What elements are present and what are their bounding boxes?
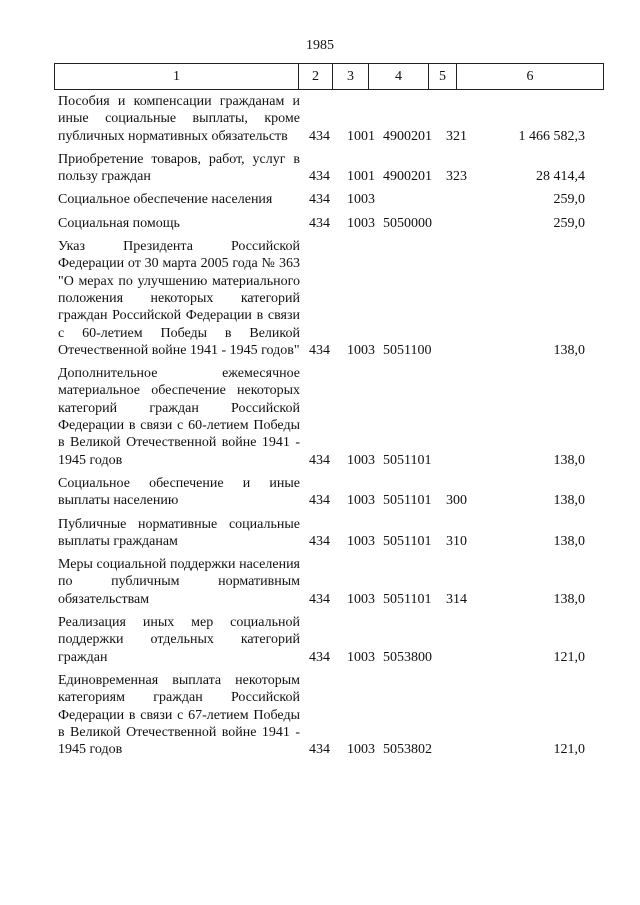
row-section-code: 1001: [347, 128, 375, 144]
row-amount: 121,0: [553, 742, 585, 758]
table-row: [0, 191, 640, 208]
row-target-code: 4900201: [383, 169, 432, 185]
row-target-code: 5050000: [383, 215, 432, 231]
row-target-code: 5053800: [383, 649, 432, 665]
column-header-1: 1: [55, 64, 299, 90]
row-section-code: 1003: [347, 192, 375, 208]
column-header-2: 2: [299, 64, 333, 90]
row-expense-type: 321: [446, 128, 467, 144]
row-admin-code: 434: [309, 452, 330, 468]
row-section-code: 1003: [347, 742, 375, 758]
table-row: [0, 365, 640, 469]
table-row: [0, 93, 640, 145]
row-admin-code: 434: [309, 493, 330, 509]
column-header-row: [55, 64, 604, 90]
row-admin-code: 434: [309, 591, 330, 607]
row-target-code: 5051101: [383, 452, 432, 468]
table-row: [0, 215, 640, 232]
row-amount: 138,0: [553, 591, 585, 607]
column-header-table: [54, 63, 604, 90]
row-section-code: 1003: [347, 591, 375, 607]
table-row: [0, 556, 640, 608]
row-name: Дополнительное ежемесячное материальное обеспечение некоторых категорий граждан Российской Федерации в связи с 60-летием Победы в Великой Отечественной войне 1941 - 1945 годов: [58, 366, 300, 468]
row-amount: 121,0: [553, 649, 585, 665]
column-header-6: 6: [457, 64, 604, 90]
row-expense-type: 300: [446, 493, 467, 509]
column-header-4: 4: [369, 64, 429, 90]
table-row: [0, 614, 640, 666]
row-amount: 259,0: [553, 215, 585, 231]
column-header-5: 5: [429, 64, 457, 90]
row-name: Приобретение товаров, работ, услуг в пользу граждан: [58, 151, 300, 185]
row-admin-code: 434: [309, 169, 330, 185]
row-section-code: 1003: [347, 493, 375, 509]
row-admin-code: 434: [309, 742, 330, 758]
table-row: [0, 516, 640, 551]
row-admin-code: 434: [309, 128, 330, 144]
row-name: Социальная помощь: [58, 215, 180, 231]
row-expense-type: 323: [446, 169, 467, 185]
row-amount: 259,0: [553, 192, 585, 208]
row-section-code: 1003: [347, 533, 375, 549]
row-name: Социальное обеспечение и иные выплаты населению: [58, 475, 300, 509]
row-amount: 138,0: [553, 452, 585, 468]
row-target-code: 5051101: [383, 493, 432, 509]
row-target-code: 5051101: [383, 533, 432, 549]
row-amount: 138,0: [553, 533, 585, 549]
row-expense-type: 310: [446, 533, 467, 549]
row-target-code: 5051100: [383, 342, 432, 358]
row-amount: 28 414,4: [536, 169, 585, 185]
row-section-code: 1003: [347, 649, 375, 665]
column-header-3: 3: [333, 64, 369, 90]
page-number: 1985: [306, 38, 334, 53]
row-expense-type: 314: [446, 591, 467, 607]
row-name: Единовременная выплата некоторым категориям граждан Российской Федерации в связи с 67-летием Победы в Великой Отечественной войне 1941 - 1945 годов: [58, 672, 300, 758]
row-section-code: 1001: [347, 169, 375, 185]
row-name: Публичные нормативные социальные выплаты гражданам: [58, 516, 300, 549]
table-row: [0, 672, 640, 758]
row-admin-code: 434: [309, 215, 330, 231]
row-name: Реализация иных мер социальной поддержки отдельных категорий граждан: [58, 615, 300, 665]
row-section-code: 1003: [347, 215, 375, 231]
budget-rows: [0, 93, 640, 764]
row-target-code: 5053802: [383, 742, 432, 758]
table-row: [0, 475, 640, 510]
row-amount: 138,0: [553, 493, 585, 509]
row-name: Меры социальной поддержки населения по публичным нормативным обязательствам: [58, 557, 300, 607]
row-section-code: 1003: [347, 342, 375, 358]
table-row: [0, 238, 640, 359]
row-target-code: 4900201: [383, 128, 432, 144]
row-admin-code: 434: [309, 192, 330, 208]
row-admin-code: 434: [309, 649, 330, 665]
row-name: Указ Президента Российской Федерации от 30 марта 2005 года № 363 "О мерах по улучшению материального положения некоторых категорий граждан Российской Федерации в связи с 60-летием Победы в Великой Отечественной войне 1941 - 1945 годов": [58, 239, 300, 358]
row-section-code: 1003: [347, 452, 375, 468]
row-amount: 1 466 582,3: [518, 128, 585, 144]
table-row: [0, 151, 640, 186]
row-admin-code: 434: [309, 533, 330, 549]
row-name: Социальное обеспечение населения: [58, 192, 273, 208]
row-target-code: 5051101: [383, 591, 432, 607]
row-name: Пособия и компенсации гражданам и иные социальные выплаты, кроме публичных нормативных обязательств: [58, 94, 300, 144]
row-admin-code: 434: [309, 342, 330, 358]
row-amount: 138,0: [553, 342, 585, 358]
